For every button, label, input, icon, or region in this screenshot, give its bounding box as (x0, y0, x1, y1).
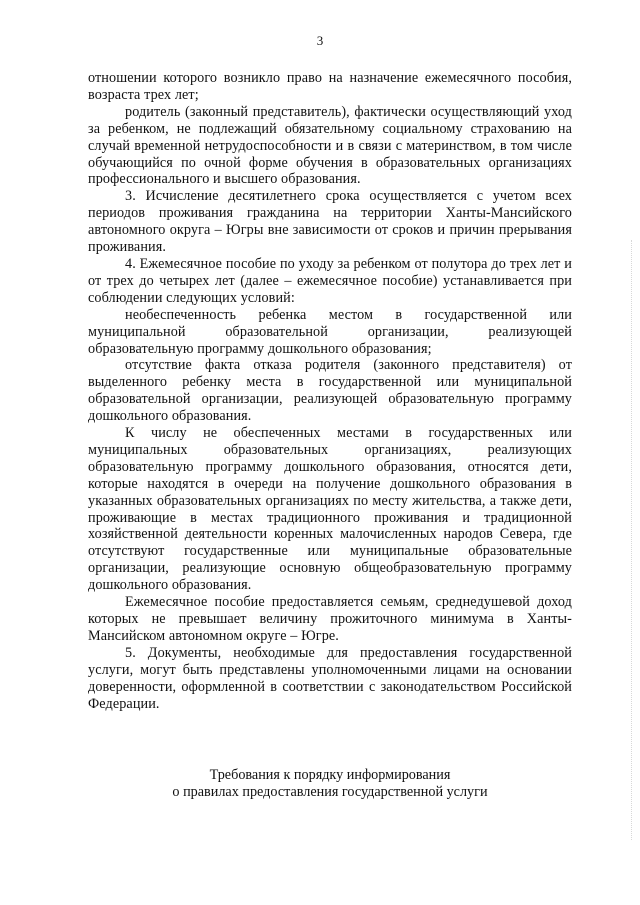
paragraph-income-condition: Ежемесячное пособие предоставляется семьям, среднедушевой доход которых не превышает величину прожиточного минимума в Ханты-Мансийском автономном округе – Югре. (88, 594, 572, 644)
paragraph-parent-condition: родитель (законный представитель), фактически осуществляющий уход за ребенком, не подлежащий обязательному социальному страхованию на случай временной нетрудоспособности и в связи с материнством, в том числе обучающийся по очной форме обучения в образовательных организациях профессионального и высшего образования. (88, 103, 572, 188)
page-number: 3 (316, 33, 324, 48)
scan-edge-artifact (630, 240, 632, 840)
section-heading-line-2: о правилах предоставления государственной услуги (172, 784, 488, 800)
paragraph-children-without-places: К числу не обеспеченных местами в государственных или муниципальных образовательных организациях, реализующих образовательную программу дошкольного образования, относятся дети, которые находятся в очереди на получение дошкольного образования в указанных образовательных организациях по месту жительства, а также дети, проживающие в местах традиционного проживания и традиционной хозяйственной деятельности коренных малочисленных народов Севера, где отсутствуют государственные или муниципальные образовательные организации, реализующие основную общеобразовательную программу дошкольного образования. (88, 425, 572, 594)
document-body (88, 70, 572, 712)
paragraph-clause-5: 5. Документы, необходимые для предоставления государственной услуги, могут быть представлены уполномоченными лицами на основании доверенности, оформленной в соответствии с законодательством Российской Федерации. (88, 644, 572, 712)
paragraph-condition-no-place: необеспеченность ребенка местом в государственной или муниципальной образовательной организации, реализующей образовательную программу дошкольного образования; (88, 306, 572, 357)
paragraph-condition-no-refusal: отсутствие факта отказа родителя (законного представителя) от выделенного ребенку места в государственной или муниципальной образовательной организации, реализующей образовательную программу дошкольного образования. (88, 357, 572, 425)
section-heading (88, 767, 572, 801)
section-heading-line-1: Требования к порядку информирования (209, 767, 451, 783)
paragraph-continuation: отношении которого возникло право на назначение ежемесячного пособия, возраста трех лет; (88, 70, 572, 103)
paragraph-clause-4: 4. Ежемесячное пособие по уходу за ребенком от полутора до трех лет и от трех до четырех лет (далее – ежемесячное пособие) устанавливается при соблюдении следующих условий: (88, 255, 572, 306)
paragraph-clause-3: 3. Исчисление десятилетнего срока осуществляется с учетом всех периодов проживания гражданина на территории Ханты-Мансийского автономного округа – Югры вне зависимости от сроков и причин прерывания проживания. (88, 188, 572, 256)
